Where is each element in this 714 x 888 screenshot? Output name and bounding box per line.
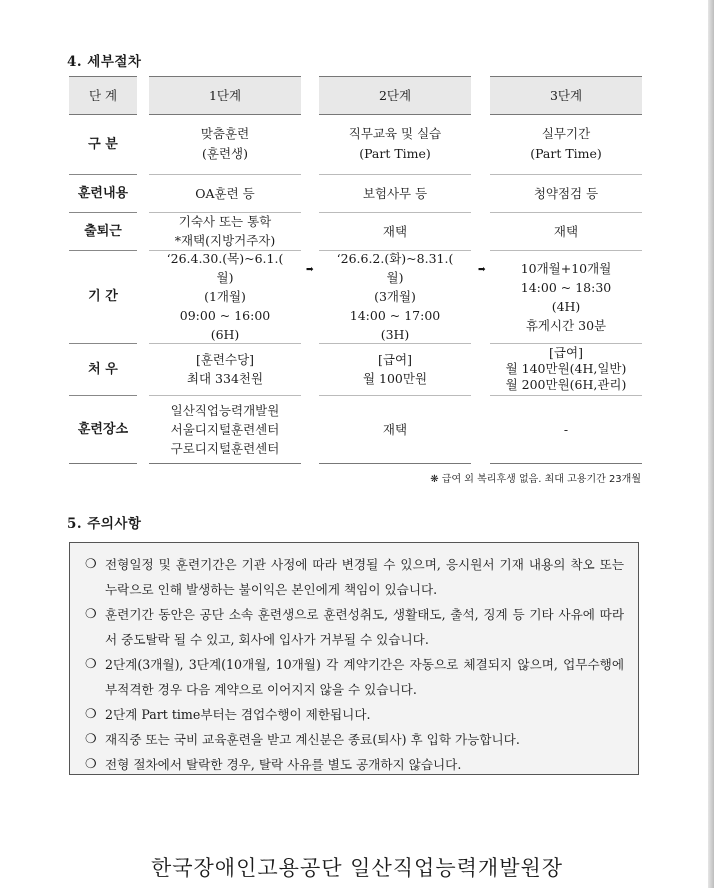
table-cell-line: ‘26.4.30.(목)~6.1.( xyxy=(166,251,284,266)
table-header-label: 1단계 xyxy=(208,87,242,103)
note-text: 재직중 또는 국비 교육훈련을 받고 계신분은 종료(퇴사) 후 입학 가능합니다. xyxy=(105,732,520,747)
note-item xyxy=(85,702,624,727)
table-cell-line: 14:00 ~ 18:30 xyxy=(520,279,612,295)
section5-title: 5. 주의사항 xyxy=(67,516,142,532)
table-cell-line: 서울디지털훈련센터 xyxy=(170,421,280,437)
circle-bullet-icon: ❍ xyxy=(85,657,97,672)
note-item xyxy=(85,727,624,752)
table-cell-line: (Part Time) xyxy=(530,146,602,161)
table-cell xyxy=(490,212,642,250)
table-cell-line: 재택 xyxy=(382,421,408,437)
table-cell-line: (6H) xyxy=(210,327,240,342)
note-text: 전형일정 및 훈련기간은 기관 사정에 따라 변경될 수 있으며, 응시원서 기재 내용의 착오 또는 누락으로 인해 발생하는 불이익은 본인에게 책임이 있습니다. xyxy=(105,557,624,597)
table-cell-line: (1개월) xyxy=(204,289,246,304)
table-top-rule xyxy=(69,76,137,78)
table-cell-line: 재택 xyxy=(382,223,408,239)
table-top-rule xyxy=(319,76,471,78)
table-cell-line: - xyxy=(563,421,569,437)
table-cell-line: 휴게시간 30분 xyxy=(525,317,607,333)
table-cell-line: 월 140만원(4H,일반) xyxy=(505,361,627,376)
table-cell-line: (3H) xyxy=(380,327,410,342)
table-cell-line: (4H) xyxy=(551,298,581,314)
table-cell xyxy=(149,212,301,250)
row-label: 구 분 xyxy=(88,136,118,152)
table-cell xyxy=(319,250,471,343)
table-cell xyxy=(490,114,642,174)
table-cell xyxy=(490,174,642,212)
table-cell-line: OA훈련 등 xyxy=(195,185,255,201)
table-cell-line: (Part Time) xyxy=(359,146,431,161)
table-cell-line: 기숙사 또는 통학 xyxy=(178,214,272,229)
table-cell xyxy=(149,250,301,343)
row-label: 훈련장소 xyxy=(77,421,129,437)
table-header-cell xyxy=(149,76,301,114)
table-header-label: 2단계 xyxy=(378,87,412,103)
page-edge-border xyxy=(708,0,714,888)
table-cell xyxy=(149,114,301,174)
note-item xyxy=(85,652,624,702)
table-cell-line: 월 100만원 xyxy=(362,371,428,386)
table-cell-line: 일산직업능력개발원 xyxy=(170,402,280,418)
table-cell-line: 최대 334천원 xyxy=(186,371,264,386)
circle-bullet-icon: ❍ xyxy=(85,707,97,722)
table-cell-line: [급여] xyxy=(549,345,583,360)
table-cell xyxy=(490,343,642,395)
row-label: 출퇴근 xyxy=(84,223,122,239)
table-header-cell xyxy=(319,76,471,114)
table-cell-line: 14:00 ~ 17:00 xyxy=(349,308,441,323)
table-cell xyxy=(319,212,471,250)
section4-title: 4. 세부절차 xyxy=(67,54,142,70)
table-cell-line: 월) xyxy=(386,270,404,285)
table-cell-line: 월) xyxy=(216,270,234,285)
table-cell-line: 청약점검 등 xyxy=(533,185,599,201)
table-cell-line: 맞춤훈련 xyxy=(200,126,250,141)
table-cell xyxy=(319,174,471,212)
table-cell xyxy=(319,395,471,463)
table-cell-line: 보험사무 등 xyxy=(362,185,428,201)
table-cell-line: [급여] xyxy=(378,352,412,367)
table-cell xyxy=(149,174,301,212)
table-header-cell xyxy=(69,76,137,114)
row-label: 훈련내용 xyxy=(77,185,129,201)
note-text: 2단계 Part time부터는 겸업수행이 제한됩니다. xyxy=(105,707,371,722)
circle-bullet-icon: ❍ xyxy=(85,607,97,622)
note-text: 전형 절차에서 탈락한 경우, 탈락 사유를 별도 공개하지 않습니다. xyxy=(105,757,462,772)
circle-bullet-icon: ❍ xyxy=(85,557,97,572)
organization-name: 한국장애인고용공단 일산직업능력개발원장 xyxy=(150,856,564,880)
table-top-rule xyxy=(149,76,301,78)
table-cell-line: 직무교육 및 실습 xyxy=(348,126,442,141)
row-label: 기 간 xyxy=(88,289,118,304)
table-cell xyxy=(319,114,471,174)
next-step-arrow-icon: ➡ xyxy=(478,265,486,275)
note-item xyxy=(85,552,624,602)
table-cell-line: 재택 xyxy=(553,223,579,239)
note-text: 훈련기간 동안은 공단 소속 훈련생으로 훈련성취도, 생활태도, 출석, 징계 등 기타 사유에 따라서 중도탈락 될 수 있고, 회사에 입사가 거부될 수 있습니다. xyxy=(105,607,624,647)
table-header-label: 단 계 xyxy=(88,87,118,103)
table-cell-line: [훈련수당] xyxy=(195,352,255,367)
table-cell xyxy=(149,343,301,395)
note-item xyxy=(85,752,624,777)
table-top-rule xyxy=(490,76,642,78)
table-header-label: 3단계 xyxy=(549,87,583,103)
table-cell xyxy=(319,343,471,395)
table-cell-line: 09:00 ~ 16:00 xyxy=(179,308,271,323)
next-step-arrow-icon: ➡ xyxy=(306,265,314,275)
circle-bullet-icon: ❍ xyxy=(85,732,97,747)
note-item xyxy=(85,602,624,652)
table-cell-line: ‘26.6.2.(화)~8.31.( xyxy=(336,251,454,266)
notes-box xyxy=(69,542,639,775)
table-cell xyxy=(490,395,642,463)
table-cell-line: 실무기간 xyxy=(541,126,591,141)
table-cell-line: (3개월) xyxy=(374,289,416,304)
table-cell xyxy=(490,250,642,343)
table-cell-line: 구로디지털훈련센터 xyxy=(170,440,280,456)
table-cell-line: 10개월+10개월 xyxy=(520,260,612,276)
row-label: 처 우 xyxy=(88,361,118,377)
table-cell-line: *재택(지방거주자) xyxy=(174,233,276,248)
table-cell-line: (훈련생) xyxy=(202,146,248,161)
table-cell xyxy=(149,395,301,463)
footnote: ❋ 급여 외 복리후생 없음. 최대 고용기간 23개월 xyxy=(430,474,641,485)
table-cell-line: 월 200만원(6H,관리) xyxy=(505,377,627,392)
note-text: 2단계(3개월), 3단계(10개월, 10개월) 각 계약기간은 자동으로 체결되지 않으며, 업무수행에 부적격한 경우 다음 계약으로 이어지지 않을 수 있습니다. xyxy=(105,657,624,697)
table-header-cell xyxy=(490,76,642,114)
circle-bullet-icon: ❍ xyxy=(85,757,97,772)
